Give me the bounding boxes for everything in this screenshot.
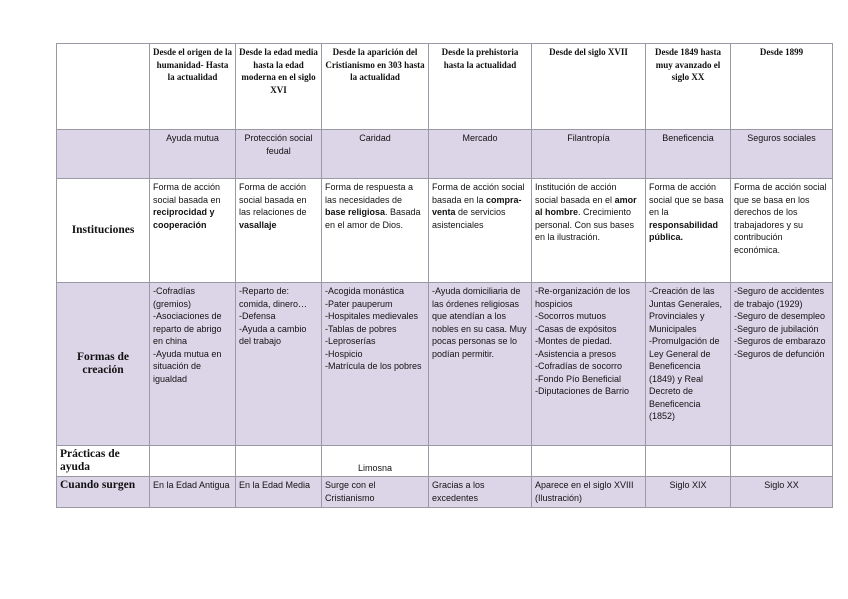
social-action-table [56,43,833,508]
practicas-cell [429,446,532,477]
surgen-cell: Gracias a los excedentes [429,477,532,508]
model-name: Beneficencia [646,130,731,179]
model-name-row [57,130,833,179]
list-item: -Asistencia a presos [535,348,617,359]
instituciones-row [57,179,833,283]
list-item: -Tablas de pobres [325,323,397,334]
list-item: -Matrícula de los pobres [325,361,422,371]
list-item: -Leproserías [325,336,376,346]
period-header: Desde la edad media hasta la edad moderna en el siglo XVI [236,44,322,130]
practicas-cell [731,446,833,477]
period-header: Desde la prehistoria hasta la actualidad [429,44,532,130]
list-item: -Asociaciones de reparto de abrigo en china [153,311,222,346]
formas-cell [150,283,236,446]
surgen-cell: Siglo XIX [646,477,731,508]
surgen-row [57,477,833,508]
list-item: -Defensa [239,311,276,321]
list-item: -Casas de expósitos [535,323,617,334]
list-item: -Seguros de defunción [734,348,825,359]
formas-cell [429,283,532,446]
instituciones-cell: Forma de acción social que se basa en la responsabilidad pública. [646,179,731,283]
practicas-row [57,446,833,477]
list-item: -Re-organización de los hospicios [535,286,631,309]
period-header: Desde el origen de la humanidad- Hasta la actualidad [150,44,236,130]
list-item: -Seguro de desempleo [734,311,826,321]
corner-cell [57,44,150,130]
list-item: -Pater pauperum [325,298,393,309]
practicas-cell [150,446,236,477]
list-item: -Cofradías de socorro [535,361,623,371]
practicas-cell: Limosna [322,446,429,477]
list-item: -Montes de piedad. [535,336,613,346]
period-header: Desde 1849 hasta muy avanzado el siglo XX [646,44,731,130]
period-header: Desde 1899 [731,44,833,130]
surgen-cell: En la Edad Media [236,477,322,508]
period-header: Desde del siglo XVII [532,44,646,130]
list-item: -Seguro de accidentes de trabajo (1929) [734,286,825,309]
model-name: Mercado [429,130,532,179]
practicas-cell [532,446,646,477]
list-item: -Promulgación de Ley General de Beneficencia (1849) y Real Decreto de Beneficencia (1852) [649,336,720,421]
formas-cell [236,283,322,446]
corner-cell [57,130,150,179]
instituciones-cell: Forma de acción social que se basa en los derechos de los trabajadores y su contribución económica. [731,179,833,283]
list-item: -Hospicio [325,348,363,359]
list-item: -Fondo Pío Beneficial [535,373,622,384]
surgen-cell: En la Edad Antigua [150,477,236,508]
row-label-formas: Formas de creación [57,283,150,446]
list-item: -Diputaciones de Barrio [535,386,630,396]
row-label-surgen: Cuando surgen [57,477,150,508]
model-name: Protección social feudal [236,130,322,179]
model-name: Seguros sociales [731,130,833,179]
list-item: -Ayuda mutua en situación de igualdad [153,348,222,384]
surgen-cell: Surge con el Cristianismo [322,477,429,508]
instituciones-cell: Forma de acción social basada en reciprocidad y cooperación [150,179,236,283]
list-item: -Ayuda a cambio del trabajo [239,323,307,346]
formas-cell [532,283,646,446]
formas-cell [322,283,429,446]
model-name: Ayuda mutua [150,130,236,179]
list-item: -Seguro de jubilación [734,323,819,334]
formas-cell [646,283,731,446]
instituciones-cell: Forma de acción social basada en las relaciones de vasallaje [236,179,322,283]
list-item: -Cofradías (gremios) [153,286,196,309]
row-label-instituciones: Instituciones [57,179,150,283]
model-name: Filantropía [532,130,646,179]
period-header: Desde la aparición del Cristianismo en 303 hasta la actualidad [322,44,429,130]
surgen-cell: Aparece en el siglo XVIII (Ilustración) [532,477,646,508]
instituciones-cell: Forma de acción social basada en la compra-venta de servicios asistenciales [429,179,532,283]
list-item: -Reparto de: comida, dinero… [239,286,308,309]
list-item: -Creación de las Juntas Generales, Provinciales y Municipales [649,286,723,334]
list-item: -Seguros de embarazo [734,336,826,346]
formas-row [57,283,833,446]
instituciones-cell: Institución de acción social basada en el amor al hombre. Crecimiento personal. Con sus bases en la ilustración. [532,179,646,283]
model-name: Caridad [322,130,429,179]
list-item: -Ayuda domiciliaria de las órdenes religiosas que atendían a los nobles en su casa. Muy pocas personas se lo podían permitir. [432,286,527,359]
period-header-row [57,44,833,130]
practicas-cell [236,446,322,477]
practicas-cell [646,446,731,477]
formas-cell [731,283,833,446]
list-item: -Acogida monástica [325,286,405,296]
instituciones-cell: Forma de respuesta a las necesidades de base religiosa. Basada en el amor de Dios. [322,179,429,283]
row-label-practicas: Prácticas de ayuda [57,446,150,477]
list-item: -Socorros mutuos [535,311,607,321]
list-item: -Hospitales medievales [325,311,419,321]
surgen-cell: Siglo XX [731,477,833,508]
